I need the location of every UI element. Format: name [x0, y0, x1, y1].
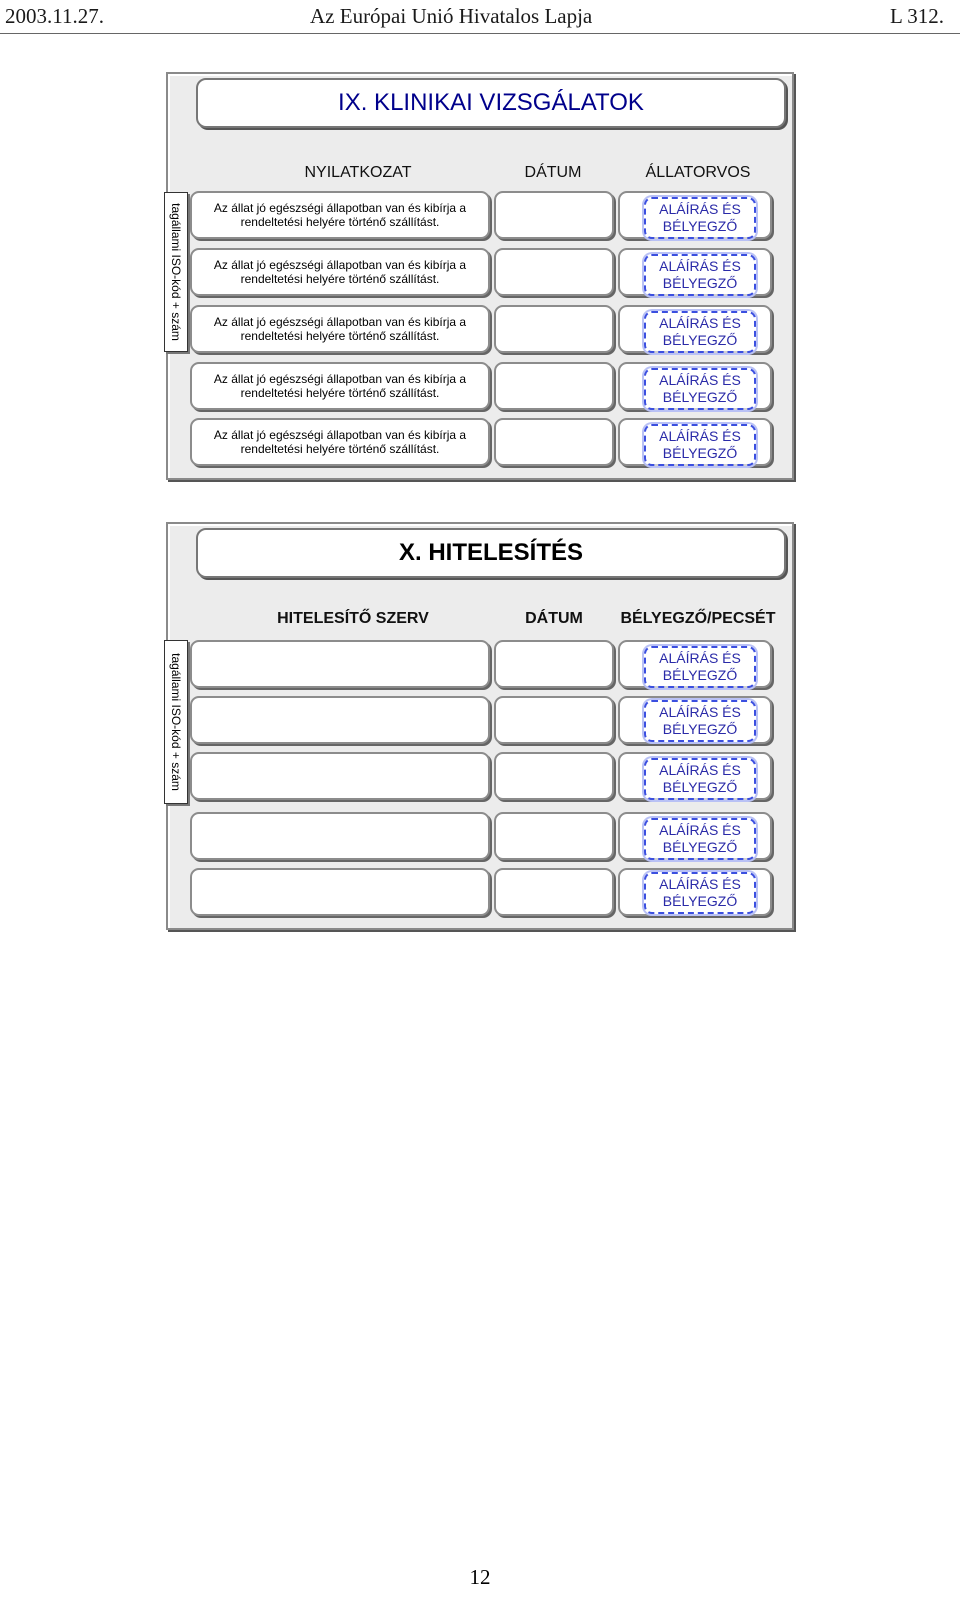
authority-cell[interactable]	[190, 696, 490, 744]
col-declaration-header: NYILATKOZAT	[304, 164, 412, 181]
col-authority-header: HITELESÍTŐ SZERV	[277, 610, 429, 627]
signature-stamp-placeholder: ALÁÍRÁS ÉS BÉLYEGZŐ	[644, 758, 756, 800]
signature-stamp-placeholder: ALÁÍRÁS ÉS BÉLYEGZŐ	[644, 254, 756, 296]
authority-cell[interactable]	[190, 640, 490, 688]
signature-stamp-placeholder: ALÁÍRÁS ÉS BÉLYEGZŐ	[644, 818, 756, 860]
signature-stamp-placeholder: ALÁÍRÁS ÉS BÉLYEGZŐ	[644, 197, 756, 239]
header-series: L 312.	[889, 4, 944, 28]
page-number: 12	[469, 1565, 491, 1589]
col-vet-header: ÁLLATORVOS	[645, 164, 751, 181]
signature-stamp-placeholder: ALÁÍRÁS ÉS BÉLYEGZŐ	[644, 424, 756, 466]
iso-code-label	[164, 192, 188, 352]
col-date-header: DÁTUM	[524, 164, 582, 181]
date-cell[interactable]	[494, 191, 614, 239]
authority-cell[interactable]	[190, 752, 490, 800]
date-cell[interactable]	[494, 812, 614, 860]
col-date-header: DÁTUM	[525, 610, 583, 627]
signature-stamp-placeholder: ALÁÍRÁS ÉS BÉLYEGZŐ	[644, 311, 756, 353]
declaration-cell: Az állat jó egészségi állapotban van és kibírja a rendeltetési helyére történő szállítást.	[190, 418, 490, 466]
declaration-cell: Az állat jó egészségi állapotban van és kibírja a rendeltetési helyére történő szállítást.	[190, 248, 490, 296]
declaration-cell: Az állat jó egészségi állapotban van és kibírja a rendeltetési helyére történő szállítást.	[190, 362, 490, 410]
running-header	[0, 0, 960, 30]
signature-stamp-placeholder: ALÁÍRÁS ÉS BÉLYEGZŐ	[644, 872, 756, 914]
section-ix-title: IX. KLINIKAI VIZSGÁLATOK	[196, 78, 786, 128]
iso-code-label	[164, 640, 188, 804]
date-cell[interactable]	[494, 362, 614, 410]
date-cell[interactable]	[494, 752, 614, 800]
header-journal: Az Európai Unió Hivatalos Lapja	[310, 4, 593, 28]
authority-cell[interactable]	[190, 868, 490, 916]
declaration-cell: Az állat jó egészségi állapotban van és kibírja a rendeltetési helyére történő szállítást.	[190, 191, 490, 239]
section-x-panel	[166, 522, 794, 930]
header-rule	[0, 33, 960, 34]
signature-stamp-placeholder: ALÁÍRÁS ÉS BÉLYEGZŐ	[644, 368, 756, 410]
date-cell[interactable]	[494, 640, 614, 688]
iso-code-label-text: tagállami ISO-kód + szám	[169, 203, 183, 341]
declaration-cell: Az állat jó egészségi állapotban van és kibírja a rendeltetési helyére történő szállítást.	[190, 305, 490, 353]
signature-stamp-placeholder: ALÁÍRÁS ÉS BÉLYEGZŐ	[644, 700, 756, 742]
signature-stamp-placeholder: ALÁÍRÁS ÉS BÉLYEGZŐ	[644, 646, 756, 688]
date-cell[interactable]	[494, 868, 614, 916]
iso-code-label-text: tagállami ISO-kód + szám	[169, 653, 183, 791]
section-ix-panel	[166, 72, 794, 480]
authority-cell[interactable]	[190, 812, 490, 860]
col-stamp-header: BÉLYEGZŐ/PECSÉT	[620, 610, 776, 627]
date-cell[interactable]	[494, 696, 614, 744]
date-cell[interactable]	[494, 418, 614, 466]
header-date: 2003.11.27.	[5, 4, 104, 28]
date-cell[interactable]	[494, 305, 614, 353]
date-cell[interactable]	[494, 248, 614, 296]
section-x-title: X. HITELESÍTÉS	[196, 528, 786, 578]
